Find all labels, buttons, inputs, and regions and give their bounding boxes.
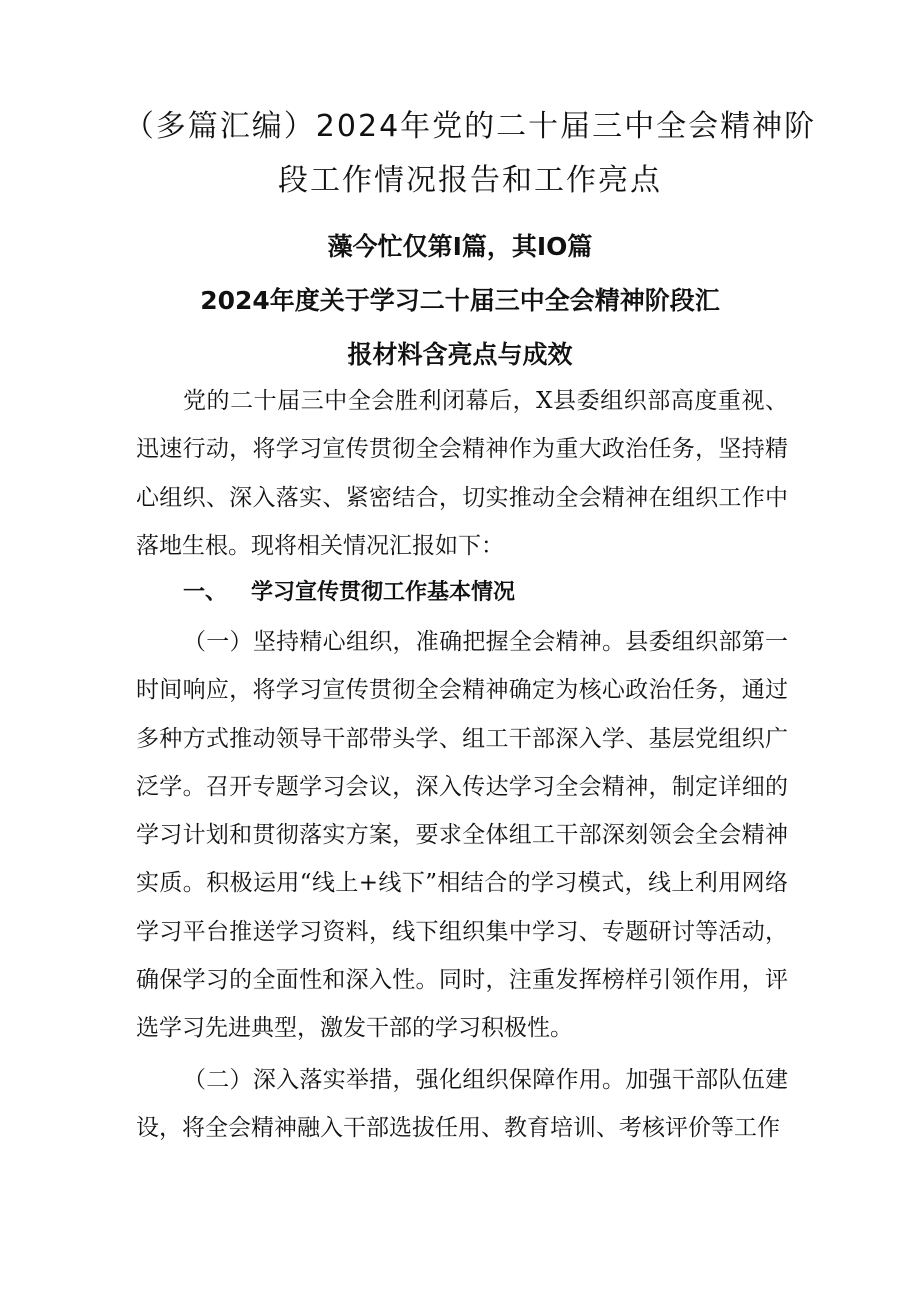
section-title: 学习宣传贯彻工作基本情况	[251, 580, 516, 605]
body-paragraph-2: （二）深入落实举措，强化组织保障作用。加强干部队伍建设，将全会精神融入干部选拔任用、教育培训、考核评价等工作	[136, 1067, 788, 1142]
section-number: 一、	[183, 580, 228, 605]
body-paragraph-1: （一）坚持精心组织，准确把握全会精神。县委组织部第一时间响应，将学习宣传贯彻全会精神确定为核心政治任务，通过多种方式推动领导干部带头学、组工干部深入学、基层党组织广泛学。召开专题学习会议，深入传达学习全会精神，制定详细的学习计划和贯彻落实方案，要求全体组工干部深刻领会全会精神实质。积极运用“线上+线下”相结合的学习模式，线上利用网络学习平台推送学习资料，线下组织集中学习、专题研讨等活动，确保学习的全面性和深入性。同时，注重发挥榜样引领作用，评选学习先进典型，激发干部的学习积极性。	[136, 629, 788, 1042]
collection-note: 藻今忙仅第I篇，其IO篇	[327, 232, 593, 261]
article-title-line-1: 2024年度关于学习二十届三中全会精神阶段汇	[200, 286, 720, 315]
article-title-line-2: 报材料含亮点与成效	[347, 340, 573, 369]
document-title: （多篇汇编）2024年党的二十届三中全会精神阶段工作情况报告和工作亮点	[123, 109, 817, 198]
intro-paragraph: 党的二十届三中全会胜利闭幕后，X县委组织部高度重视、迅速行动，将学习宣传贯彻全会精神作为重大政治任务，坚持精心组织、深入落实、紧密结合，切实推动全会精神在组织工作中落地生根。现将相关情况汇报如下：	[136, 388, 788, 559]
section-heading-1	[183, 578, 788, 608]
